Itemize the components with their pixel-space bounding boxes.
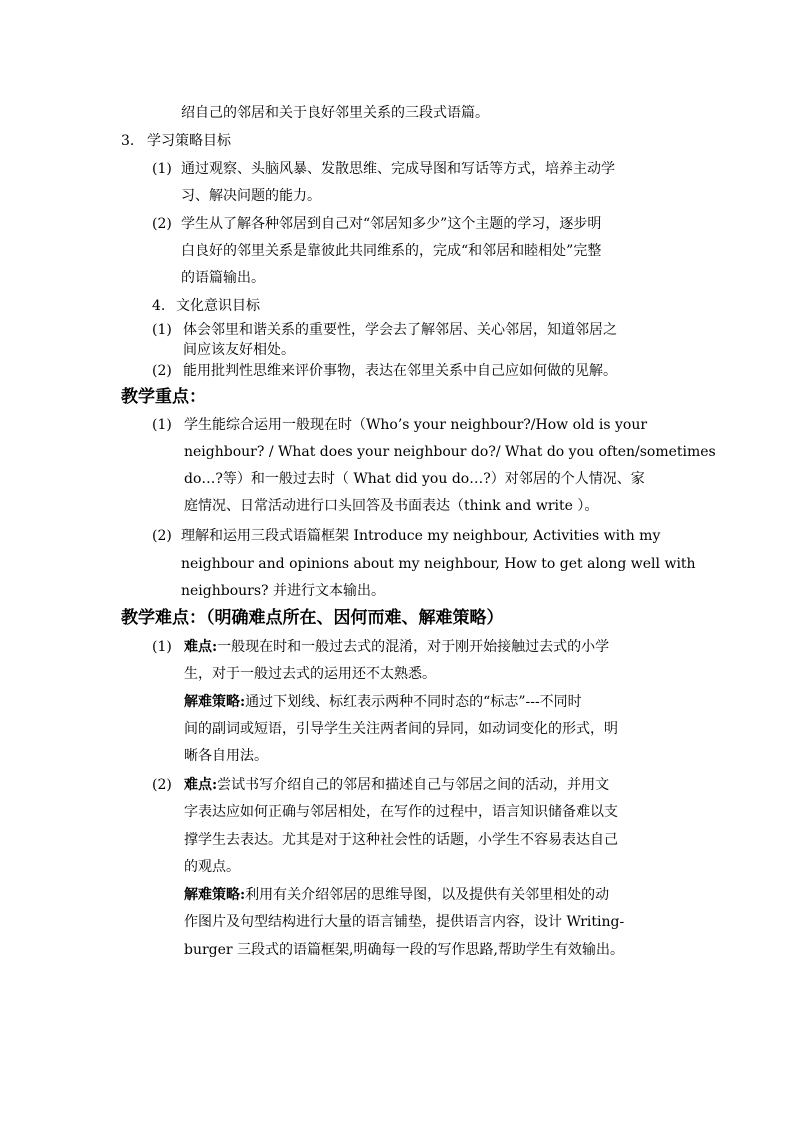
difficulty-2-strategy-text-1: 利用有关介绍邻居的思维导图，以及提供有关邻里相处的动: [245, 887, 610, 903]
key-point-1-line-3: do…?等）和一般过去时（ What did you do…?）对邻居的个人情况、家: [184, 471, 645, 487]
strategy-item-2-line-2: 白良好的邻里关系是靠彼此共同维系的，完成“和邻居和睦相处”完整: [181, 243, 602, 259]
difficulty-1-text-1: 一般现在时和一般过去式的混淆，对于刚开始接触过去式的小学: [217, 639, 610, 655]
difficulty-2-strategy-line-1: [184, 885, 609, 905]
strategy-item-1-line-2: 习、解决问题的能力。: [181, 188, 321, 204]
strategy-title: 学习策略目标: [147, 133, 231, 149]
difficulty-1-line-1: [184, 637, 609, 657]
culture-item-2-number: (2): [152, 363, 172, 379]
key-points-heading: 教学重点：: [121, 387, 206, 407]
key-point-2-line-1: 理解和运用三段式语篇框架 Introduce my neighbour, Activities with my: [181, 528, 661, 544]
difficulty-1-number: (1): [152, 639, 172, 655]
strategy-number: 3.: [121, 133, 135, 149]
key-point-2-line-2: neighbour and opinions about my neighbour, How to get along well with: [181, 556, 696, 572]
culture-item-1-number: (1): [152, 322, 172, 338]
difficulty-1-strategy-line-1: [184, 692, 582, 712]
difficulty-2-number: (2): [152, 777, 172, 793]
culture-item-1-line-2: 间应该友好相处。: [183, 342, 295, 358]
difficulty-1-label: 难点:: [184, 639, 218, 655]
strategy-item-2-number: (2): [152, 216, 172, 232]
key-point-2-number: (2): [152, 528, 172, 544]
difficulty-2-text-1: 尝试书写介绍自己的邻居和描述自己与邻居之间的活动，并用文: [217, 777, 610, 793]
difficulty-1-strategy-text-1: 通过下划线、标红表示两种不同时态的“标志”---不同时: [245, 694, 582, 710]
strategy-item-1-number: (1): [152, 161, 172, 177]
strategy-item-2-line-1: 学生从了解各种邻居到自己对“邻居知多少”这个主题的学习，逐步明: [181, 216, 602, 232]
difficulties-heading: 教学难点：（明确难点所在、因何而难、解难策略）: [121, 608, 504, 628]
key-point-1-line-4: 庭情况、日常活动进行口头回答及书面表达（think and write ）。: [184, 498, 599, 514]
difficulty-2-line-3: 撑学生去表达。尤其是对于这种社会性的话题，小学生不容易表达自己: [184, 832, 618, 848]
culture-item-1-line-1: 体会邻里和谐关系的重要性，学会去了解邻居、关心邻居，知道邻居之: [183, 322, 617, 338]
key-point-1-line-2: neighbour? / What does your neighbour do?/ What do you often/sometimes: [184, 444, 716, 460]
difficulty-2-line-2: 字表达应如何正确与邻居相处，在写作的过程中，语言知识储备难以支: [184, 804, 618, 820]
difficulty-1-line-2: 生，对于一般过去式的运用还不太熟悉。: [184, 666, 436, 682]
key-point-2-line-3: neighbours? 并进行文本输出。: [181, 583, 385, 599]
key-point-1-number: (1): [152, 417, 172, 433]
difficulty-2-line-4: 的观点。: [184, 859, 240, 875]
difficulty-1-strategy-line-2: 间的副词或短语，引导学生关注两者间的异同，如动词变化的形式，明: [184, 721, 618, 737]
key-point-1-line-1: 学生能综合运用一般现在时（Who’s your neighbour?/How old is your: [184, 417, 648, 433]
difficulty-1-strategy-label: 解难策略:: [184, 694, 246, 710]
difficulty-2-strategy-label: 解难策略:: [184, 887, 246, 903]
intro-tail-line: 绍自己的邻居和关于良好邻里关系的三段式语篇。: [181, 105, 489, 121]
difficulty-2-strategy-line-2: 作图片及句型结构进行大量的语言铺垫，提供语言内容，设计 Writing-: [184, 914, 625, 930]
strategy-item-1-line-1: 通过观察、头脑风暴、发散思维、完成导图和写话等方式，培养主动学: [181, 161, 615, 177]
difficulty-2-strategy-line-3: burger 三段式的语篇框架,明确每一段的写作思路,帮助学生有效输出。: [184, 942, 624, 958]
strategy-item-2-line-3: 的语篇输出。: [181, 270, 265, 286]
culture-number: 4.: [152, 298, 166, 314]
culture-item-2-line-1: 能用批判性思维来评价事物，表达在邻里关系中自己应如何做的见解。: [183, 363, 617, 379]
difficulty-2-line-1: [184, 775, 609, 795]
culture-title: 文化意识目标: [176, 298, 260, 314]
difficulty-1-strategy-line-3: 晰各自用法。: [184, 748, 268, 764]
difficulty-2-label: 难点:: [184, 777, 218, 793]
